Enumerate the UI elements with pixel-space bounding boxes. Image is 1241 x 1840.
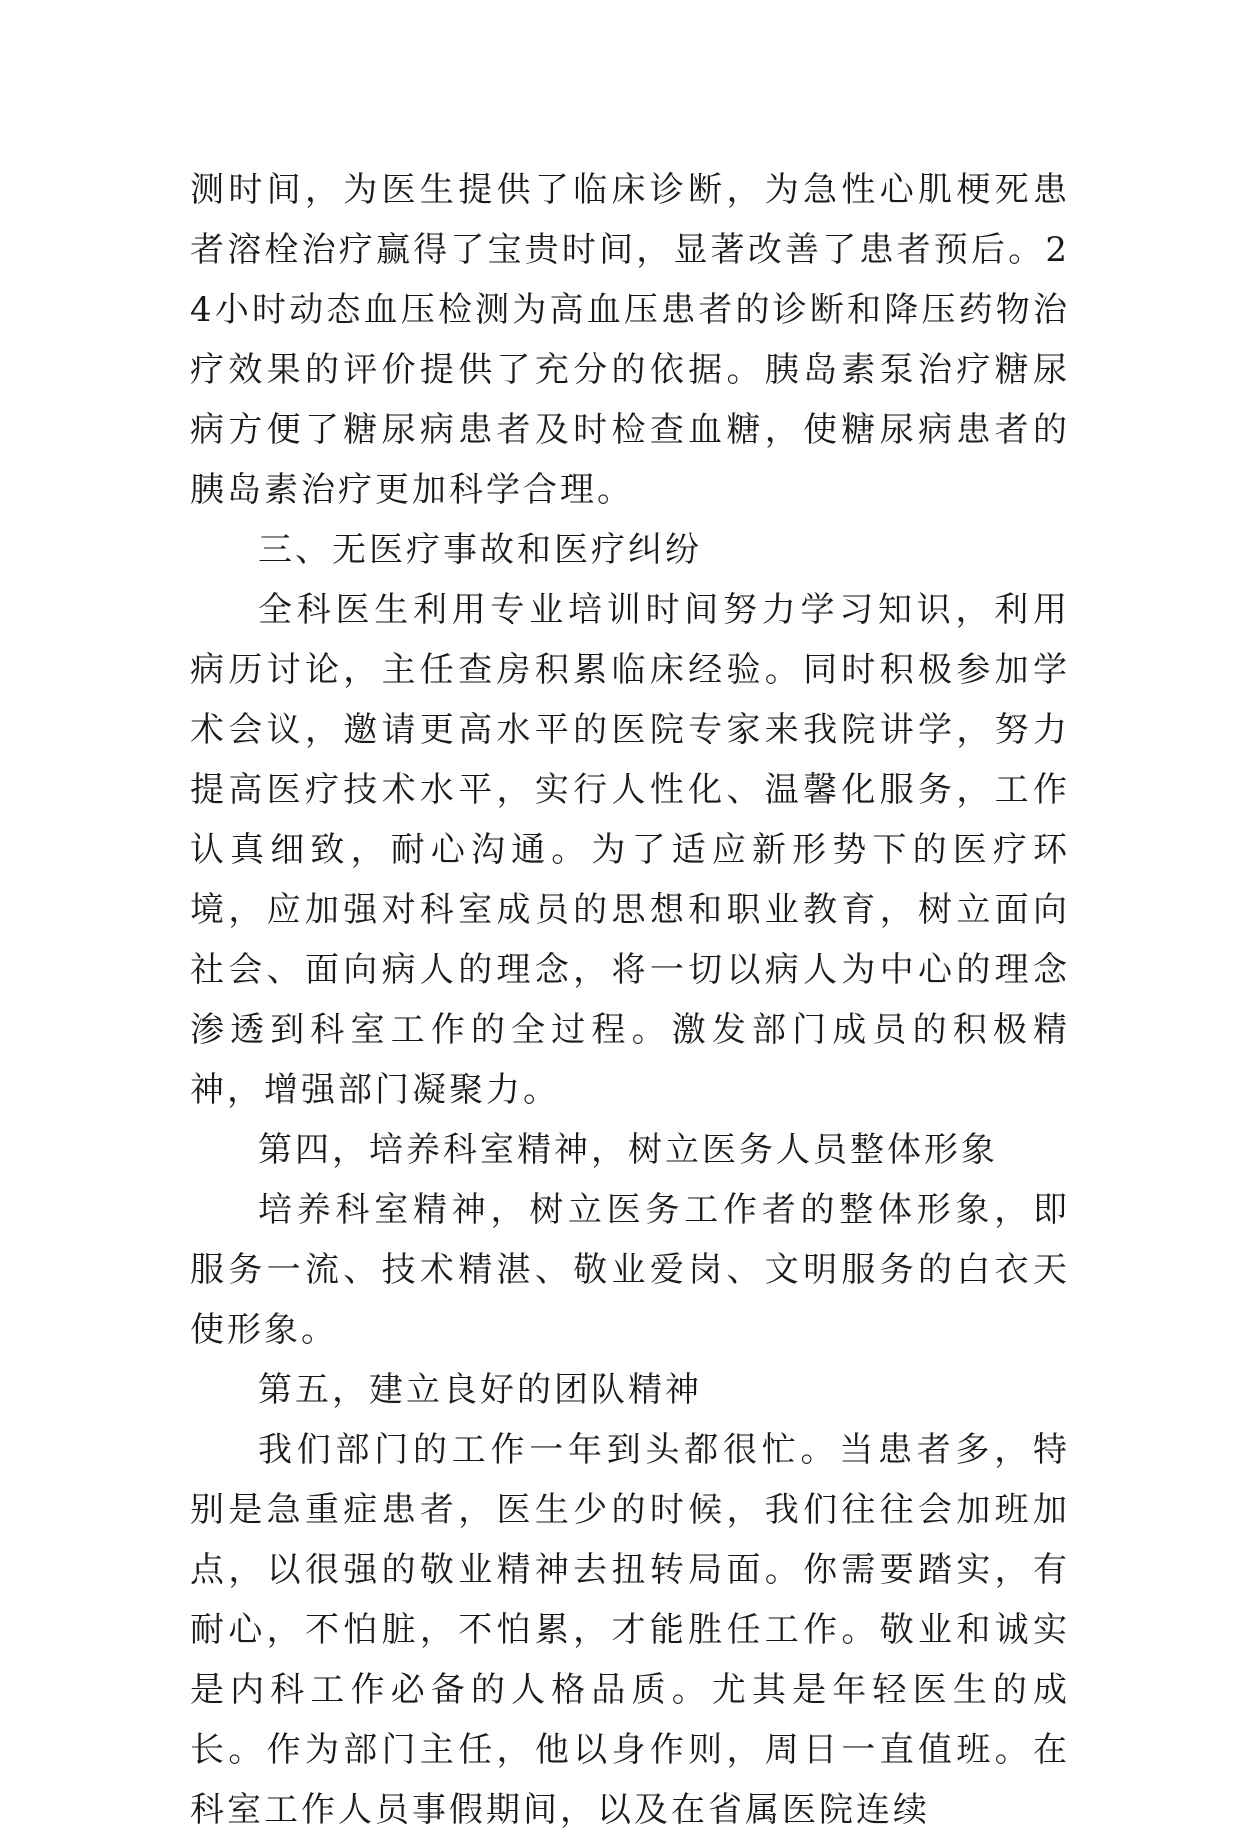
paragraph-team-spirit: 我们部门的工作一年到头都很忙。当患者多，特别是急重症患者，医生少的时候，我们往往会加班加点，以很强的敬业精神去扭转局面。你需要踏实，有耐心，不怕脏，不怕累，才能胜任工作。敬业和诚实是内科工作必备的人格品质。尤其是年轻医生的成长。作为部门主任，他以身作则，周日一直值班。在科室工作人员事假期间，以及在省属医院连续 xyxy=(190,1430,1070,1830)
paragraph-training: 全科医生利用专业培训时间努力学习知识，利用病历讨论，主任查房积累临床经验。同时积极参加学术会议，邀请更高水平的医院专家来我院讲学，努力提高医疗技术水平，实行人性化、温馨化服务，工作认真细致，耐心沟通。为了适应新形势下的医疗环境，应加强对科室成员的思想和职业教育，树立面向社会、面向病人的理念，将一切以病人为中心的理念渗透到科室工作的全过程。激发部门成员的积极精神，增强部门凝聚力。 xyxy=(190,590,1070,1110)
paragraph-continuation: 测时间，为医生提供了临床诊断，为急性心肌梗死患者溶栓治疗赢得了宝贵时间，显著改善了患者预后。24小时动态血压检测为高血压患者的诊断和降压药物治疗效果的评价提供了充分的依据。胰岛素泵治疗糖尿病方便了糖尿病患者及时检查血糖，使糖尿病患者的胰岛素治疗更加科学合理。 xyxy=(190,170,1070,510)
section-heading-3: 三、无医疗事故和医疗纠纷 xyxy=(258,530,702,570)
section-heading-4: 第四，培养科室精神，树立医务人员整体形象 xyxy=(258,1130,998,1170)
paragraph-department-spirit: 培养科室精神，树立医务工作者的整体形象，即服务一流、技术精湛、敬业爱岗、文明服务的白衣天使形象。 xyxy=(190,1190,1070,1350)
document-body xyxy=(190,160,1070,1840)
section-heading-5: 第五，建立良好的团队精神 xyxy=(258,1370,702,1410)
